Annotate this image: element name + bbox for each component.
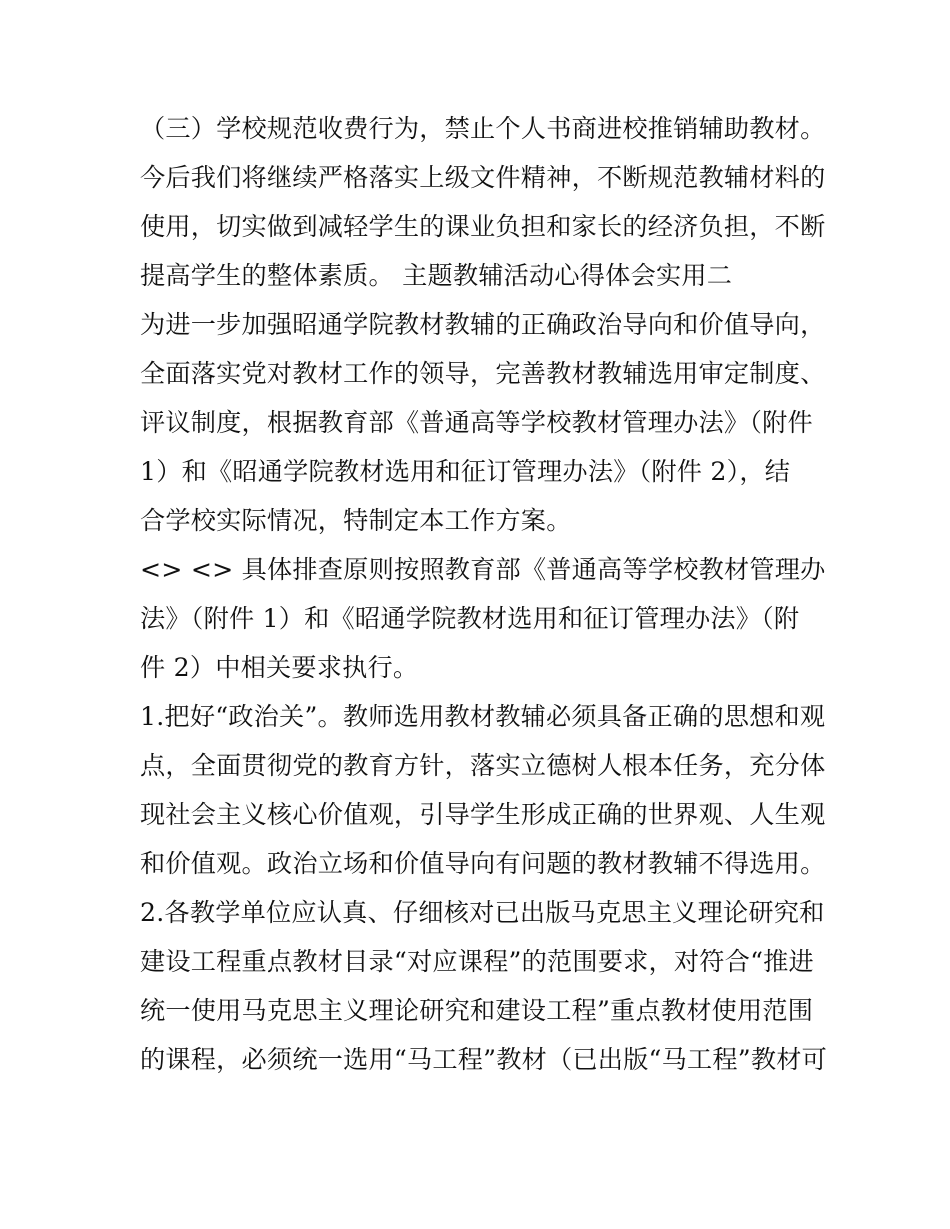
text-line: 统一使用马克思主义理论研究和建设工程”重点教材使用范围 — [140, 996, 814, 1025]
text-line: 1.把好“政治关”。教师选用教材教辅必须具备正确的思想和观 — [140, 702, 826, 731]
text-line: 点，全面贯彻党的教育方针，落实立德树人根本任务，充分体 — [140, 751, 826, 780]
text-line: <> <> 具体排查原则按照教育部《普通高等学校教材管理办 — [140, 555, 826, 584]
text-line: 现社会主义核心价值观，引导学生形成正确的世界观、人生观 — [140, 800, 826, 829]
text-line: （三）学校规范收费行为，禁止个人书商进校推销辅助教材。 — [140, 114, 826, 143]
text-line: 为进一步加强昭通学院教材教辅的正确政治导向和价值导向， — [140, 310, 826, 339]
text-line: 合学校实际情况，特制定本工作方案。 — [140, 506, 572, 535]
text-line: 建设工程重点教材目录“对应课程”的范围要求，对符合“推进 — [140, 947, 814, 976]
text-line: 今后我们将继续严格落实上级文件精神，不断规范教辅材料的 — [140, 163, 826, 192]
text-line: 评议制度，根据教育部《普通高等学校教材管理办法》（附件 — [140, 408, 813, 437]
document-body — [140, 104, 830, 1084]
text-line: 的课程，必须统一选用“马工程”教材（已出版“马工程”教材可 — [140, 1045, 827, 1074]
text-line: 全面落实党对教材工作的领导，完善教材教辅选用审定制度、 — [140, 359, 826, 388]
text-line: 和价值观。政治立场和价值导向有问题的教材教辅不得选用。 — [140, 849, 826, 878]
text-line: 件 2）中相关要求执行。 — [140, 653, 419, 682]
text-line: 2.各教学单位应认真、仔细核对已出版马克思主义理论研究和 — [140, 898, 825, 927]
text-line: 使用，切实做到减轻学生的课业负担和家长的经济负担，不断 — [140, 212, 826, 241]
text-line: 提高学生的整体素质。 主题教辅活动心得体会实用二 — [140, 261, 733, 290]
text-line: 法》（附件 1）和《昭通学院教材选用和征订管理办法》（附 — [140, 604, 800, 633]
text-line: 1）和《昭通学院教材选用和征订管理办法》（附件 2），结 — [140, 457, 791, 486]
